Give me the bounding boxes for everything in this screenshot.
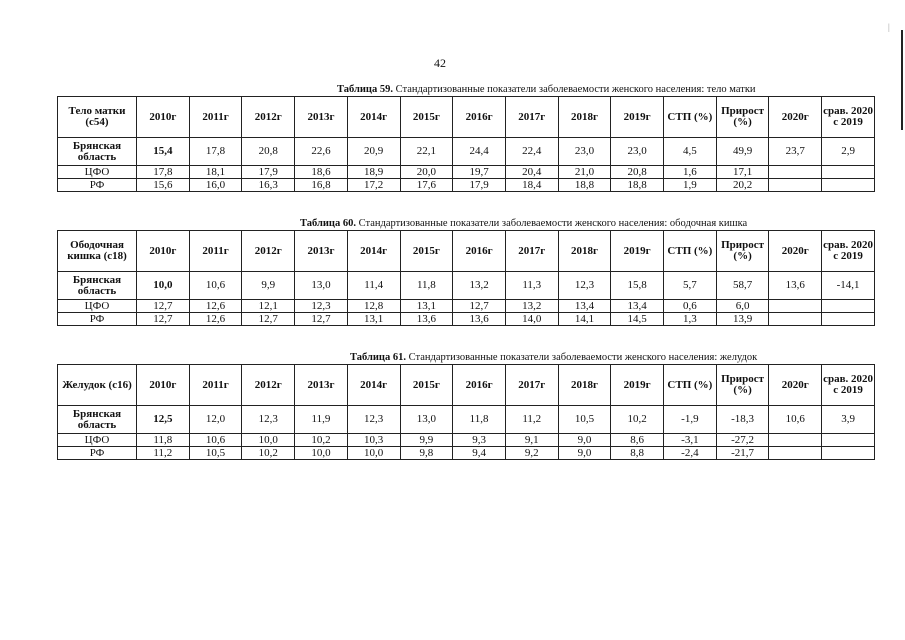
table-cell (769, 313, 822, 326)
table-cell: 18,1 (189, 166, 242, 179)
column-header: 2012г (242, 97, 295, 138)
table-61-caption (350, 352, 757, 363)
table-cell: 15,8 (611, 272, 664, 300)
table-cell: 13,0 (400, 406, 453, 434)
table-cell: 2,9 (822, 138, 875, 166)
table-cell: 17,8 (137, 166, 190, 179)
table-cell: 22,1 (400, 138, 453, 166)
table-cell: 20,8 (242, 138, 295, 166)
table-cell (822, 447, 875, 460)
table-59-caption-number: Таблица 59. (337, 84, 393, 95)
table-cell: 22,6 (295, 138, 348, 166)
column-header: 2013г (295, 97, 348, 138)
column-header: 2020г (769, 231, 822, 272)
column-header: 2015г (400, 365, 453, 406)
table-cell: 9,3 (453, 434, 506, 447)
column-header: 2010г (137, 97, 190, 138)
table-cell: 15,6 (137, 179, 190, 192)
table-cell: 12,3 (242, 406, 295, 434)
table-cell: 1,9 (664, 179, 717, 192)
table-cell: 49,9 (716, 138, 769, 166)
table-row (58, 447, 875, 460)
table-cell: 13,6 (400, 313, 453, 326)
row-label: Брянская область (58, 406, 137, 434)
table-row (58, 179, 875, 192)
table-cell: 12,5 (137, 406, 190, 434)
column-header: 2019г (611, 231, 664, 272)
table-cell: 17,9 (453, 179, 506, 192)
table-cell: 19,7 (453, 166, 506, 179)
table-cell: 1,3 (664, 313, 717, 326)
table-cell: 16,8 (295, 179, 348, 192)
column-header: 2014г (347, 231, 400, 272)
column-header: СТП (%) (664, 365, 717, 406)
table-60-caption (300, 218, 747, 229)
table-cell: 18,4 (505, 179, 558, 192)
table-cell: 15,4 (137, 138, 190, 166)
column-header: 2014г (347, 365, 400, 406)
row-label: РФ (58, 447, 137, 460)
table-cell: 10,6 (769, 406, 822, 434)
table-60-caption-text: Стандартизованные показатели заболеваемости женского населения: ободочная кишка (355, 218, 748, 229)
table-cell (769, 179, 822, 192)
table-60-caption-number: Таблица 60. (300, 218, 356, 229)
table-cell: 3,9 (822, 406, 875, 434)
table-61-caption-number: Таблица 61. (350, 352, 406, 363)
column-header: 2020г (769, 365, 822, 406)
table-row (58, 406, 875, 434)
page-number: 42 (434, 56, 446, 70)
row-label: ЦФО (58, 434, 137, 447)
column-header: 2011г (189, 231, 242, 272)
table-cell: -1,9 (664, 406, 717, 434)
table-cell: 13,9 (716, 313, 769, 326)
page-edge-rule (901, 30, 903, 130)
column-header: 2010г (137, 365, 190, 406)
table-61-caption-text: Стандартизованные показатели заболеваемости женского населения: желудок (405, 352, 758, 363)
column-header: 2017г (505, 365, 558, 406)
table-cell: -2,4 (664, 447, 717, 460)
row-label: ЦФО (58, 300, 137, 313)
corner-header: Тело матки (c54) (58, 97, 137, 138)
table-cell: 12,7 (137, 313, 190, 326)
table-cell: 23,0 (558, 138, 611, 166)
column-header: срав. 2020 с 2019 (822, 365, 875, 406)
table-cell: 11,8 (453, 406, 506, 434)
table-59-caption-text: Стандартизованные показатели заболеваемости женского населения: тело матки (392, 84, 756, 95)
table-cell: 12,8 (347, 300, 400, 313)
table-cell: 4,5 (664, 138, 717, 166)
table-cell: 9,4 (453, 447, 506, 460)
column-header: 2017г (505, 231, 558, 272)
table-cell (822, 166, 875, 179)
table-cell: 12,7 (295, 313, 348, 326)
table-cell: 22,4 (505, 138, 558, 166)
column-header: 2020г (769, 97, 822, 138)
table-cell: 17,1 (716, 166, 769, 179)
table-cell (822, 434, 875, 447)
table-cell: 13,4 (611, 300, 664, 313)
table-cell: 18,8 (558, 179, 611, 192)
table-cell: 11,8 (400, 272, 453, 300)
table-cell (769, 447, 822, 460)
column-header: 2015г (400, 231, 453, 272)
header-row (58, 97, 875, 138)
table-cell: 9,9 (242, 272, 295, 300)
table-59-caption (337, 84, 756, 95)
column-header: 2019г (611, 97, 664, 138)
table-60 (57, 230, 875, 326)
table-cell: 10,3 (347, 434, 400, 447)
table-cell: 10,5 (189, 447, 242, 460)
table-cell: 24,4 (453, 138, 506, 166)
column-header: 2016г (453, 97, 506, 138)
table-row (58, 138, 875, 166)
table-cell: 20,2 (716, 179, 769, 192)
table-cell: -27,2 (716, 434, 769, 447)
table-59 (57, 96, 875, 192)
table-cell: 13,0 (295, 272, 348, 300)
row-label: Брянская область (58, 138, 137, 166)
table-cell: 18,6 (295, 166, 348, 179)
scan-mark: | (888, 22, 890, 32)
table-cell: 12,3 (558, 272, 611, 300)
table-cell: -3,1 (664, 434, 717, 447)
table-cell: 13,1 (400, 300, 453, 313)
table-cell: 17,8 (189, 138, 242, 166)
table-cell: 1,6 (664, 166, 717, 179)
table-cell: 9,9 (400, 434, 453, 447)
table-cell: -14,1 (822, 272, 875, 300)
column-header: 2018г (558, 231, 611, 272)
table-cell: 11,4 (347, 272, 400, 300)
table-cell: 10,2 (295, 434, 348, 447)
table-cell: 13,2 (453, 272, 506, 300)
table-cell (822, 313, 875, 326)
table-cell: 20,4 (505, 166, 558, 179)
table-cell: 12,3 (347, 406, 400, 434)
table-cell: 17,6 (400, 179, 453, 192)
column-header: 2018г (558, 97, 611, 138)
column-header: 2013г (295, 365, 348, 406)
column-header: 2014г (347, 97, 400, 138)
column-header: СТП (%) (664, 97, 717, 138)
table-cell: 14,0 (505, 313, 558, 326)
table-cell: 10,0 (295, 447, 348, 460)
corner-header: Ободочная кишка (c18) (58, 231, 137, 272)
table-cell: 13,4 (558, 300, 611, 313)
column-header: 2012г (242, 231, 295, 272)
table-cell: 11,2 (505, 406, 558, 434)
table-cell: 16,3 (242, 179, 295, 192)
table-cell: 13,6 (769, 272, 822, 300)
table-cell: 12,0 (189, 406, 242, 434)
table-cell: 11,3 (505, 272, 558, 300)
table-cell: 23,0 (611, 138, 664, 166)
table-cell: 12,3 (295, 300, 348, 313)
table-cell: -21,7 (716, 447, 769, 460)
table-cell: 58,7 (716, 272, 769, 300)
table-cell: 8,8 (611, 447, 664, 460)
table-cell (769, 300, 822, 313)
row-label: РФ (58, 313, 137, 326)
column-header: 2018г (558, 365, 611, 406)
table-cell: 12,7 (137, 300, 190, 313)
table-cell: 0,6 (664, 300, 717, 313)
corner-header: Желудок (c16) (58, 365, 137, 406)
table-cell: 9,1 (505, 434, 558, 447)
table-cell (769, 434, 822, 447)
table-cell: 23,7 (769, 138, 822, 166)
header-row (58, 365, 875, 406)
table-cell: 12,6 (189, 313, 242, 326)
column-header: 2016г (453, 365, 506, 406)
column-header: Прирост (%) (716, 231, 769, 272)
table-row (58, 300, 875, 313)
table-cell: 9,0 (558, 434, 611, 447)
table-cell (822, 179, 875, 192)
table-cell: 20,9 (347, 138, 400, 166)
table-cell: 10,2 (611, 406, 664, 434)
row-label: РФ (58, 179, 137, 192)
column-header: 2011г (189, 97, 242, 138)
table-cell: 5,7 (664, 272, 717, 300)
table-cell: 10,0 (242, 434, 295, 447)
table-cell: 12,6 (189, 300, 242, 313)
row-label: ЦФО (58, 166, 137, 179)
table-cell (822, 300, 875, 313)
table-cell: 12,7 (453, 300, 506, 313)
table-cell: 18,9 (347, 166, 400, 179)
table-cell: 10,0 (347, 447, 400, 460)
table-cell: 18,8 (611, 179, 664, 192)
table-cell: 11,9 (295, 406, 348, 434)
table-cell: 17,2 (347, 179, 400, 192)
column-header: Прирост (%) (716, 365, 769, 406)
table-cell: 13,2 (505, 300, 558, 313)
table-cell: 10,6 (189, 272, 242, 300)
table-cell: 9,2 (505, 447, 558, 460)
column-header: срав. 2020 с 2019 (822, 97, 875, 138)
column-header: 2013г (295, 231, 348, 272)
table-cell: 10,6 (189, 434, 242, 447)
column-header: 2011г (189, 365, 242, 406)
table-row (58, 166, 875, 179)
table-cell: 21,0 (558, 166, 611, 179)
column-header: 2016г (453, 231, 506, 272)
column-header: Прирост (%) (716, 97, 769, 138)
table-cell: 6,0 (716, 300, 769, 313)
table-cell: 11,2 (137, 447, 190, 460)
table-cell: 14,5 (611, 313, 664, 326)
row-label: Брянская область (58, 272, 137, 300)
table-cell: 17,9 (242, 166, 295, 179)
column-header: 2017г (505, 97, 558, 138)
table-row (58, 434, 875, 447)
column-header: 2019г (611, 365, 664, 406)
column-header: 2015г (400, 97, 453, 138)
table-cell: 14,1 (558, 313, 611, 326)
table-cell: 11,8 (137, 434, 190, 447)
table-cell: 13,6 (453, 313, 506, 326)
table-cell: 10,2 (242, 447, 295, 460)
column-header: 2010г (137, 231, 190, 272)
table-cell: 9,8 (400, 447, 453, 460)
table-cell: -18,3 (716, 406, 769, 434)
table-cell: 10,5 (558, 406, 611, 434)
table-cell: 12,1 (242, 300, 295, 313)
table-row (58, 272, 875, 300)
column-header: срав. 2020 с 2019 (822, 231, 875, 272)
table-cell (769, 166, 822, 179)
table-cell: 10,0 (137, 272, 190, 300)
table-cell: 13,1 (347, 313, 400, 326)
table-cell: 9,0 (558, 447, 611, 460)
header-row (58, 231, 875, 272)
table-61 (57, 364, 875, 460)
table-cell: 8,6 (611, 434, 664, 447)
column-header: СТП (%) (664, 231, 717, 272)
table-cell: 16,0 (189, 179, 242, 192)
table-cell: 12,7 (242, 313, 295, 326)
table-row (58, 313, 875, 326)
table-cell: 20,8 (611, 166, 664, 179)
column-header: 2012г (242, 365, 295, 406)
table-cell: 20,0 (400, 166, 453, 179)
